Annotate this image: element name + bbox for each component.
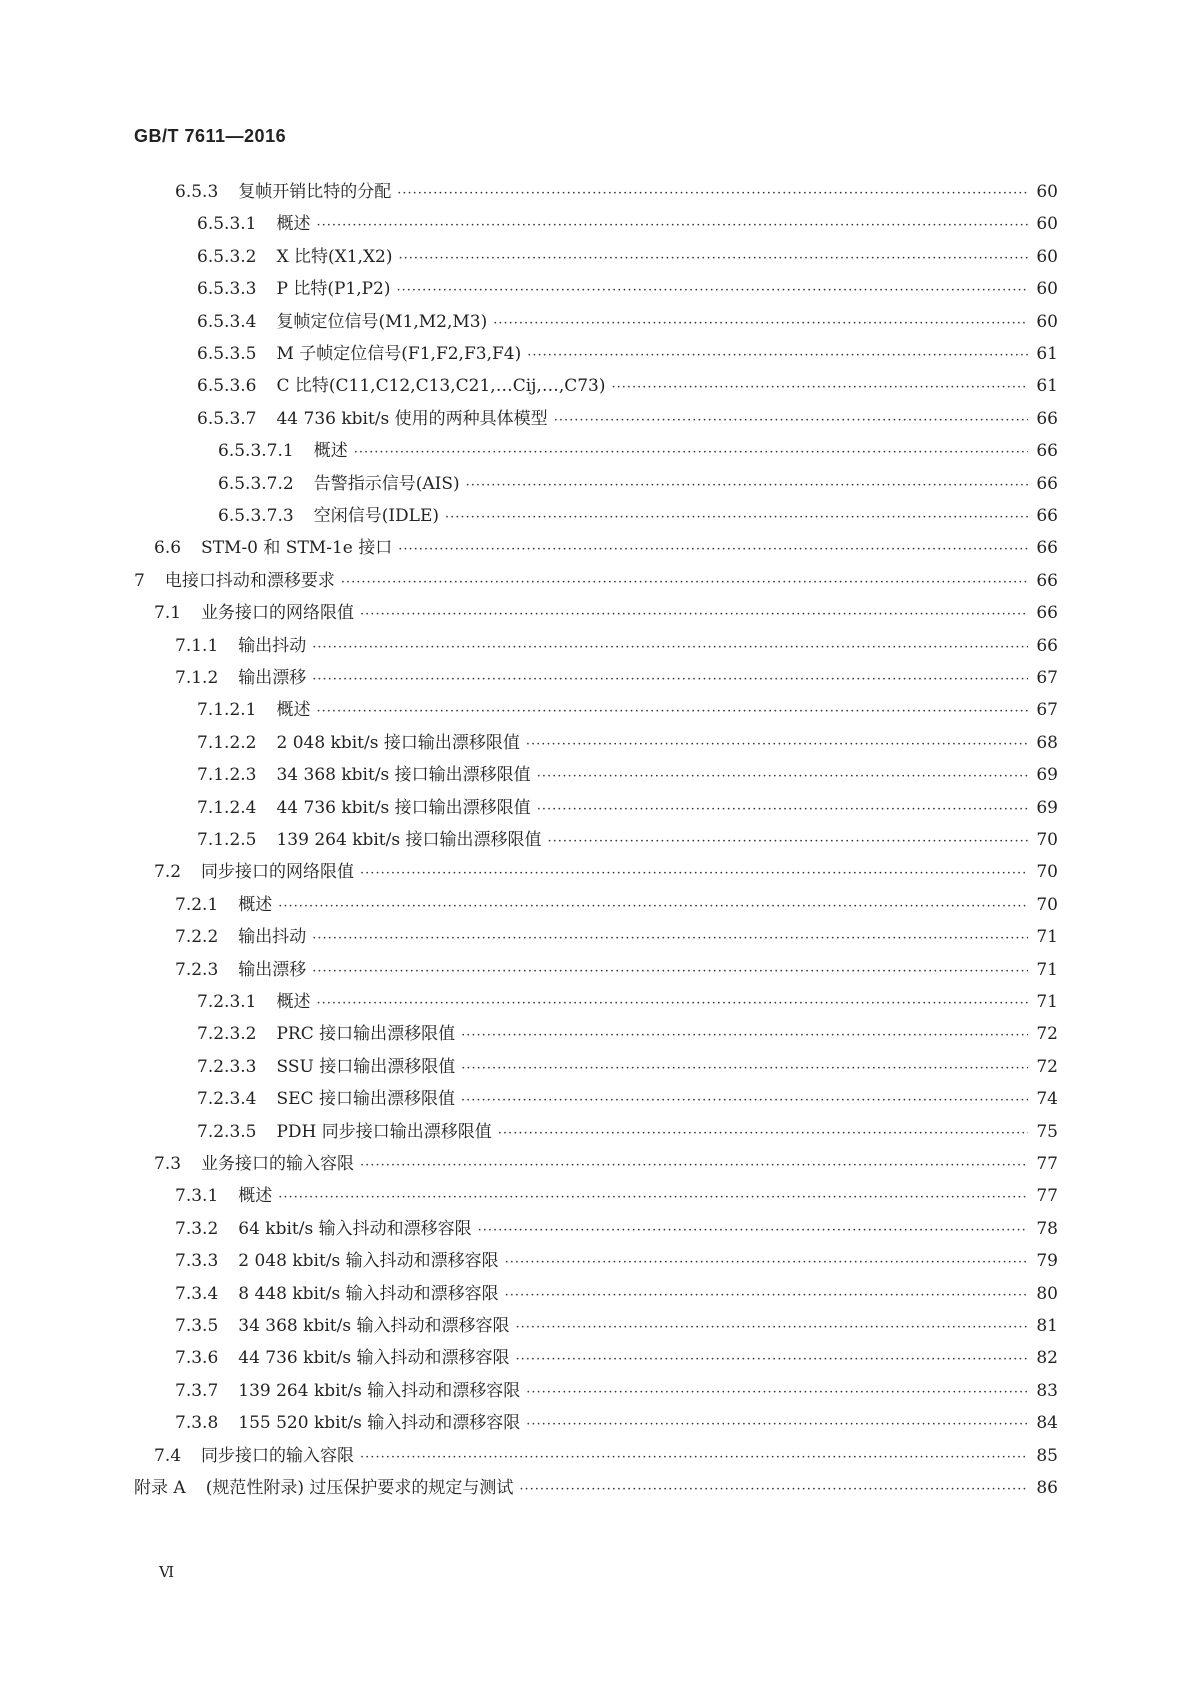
toc-leader-dots [360,1158,1028,1173]
toc-entry[interactable] [197,825,1058,851]
toc-entry-title: 输出抖动 [238,635,307,656]
toc-entry[interactable] [197,760,1058,786]
toc-entry-page: 71 [1036,992,1058,1012]
toc-leader-dots [397,186,1028,201]
toc-entry[interactable] [154,857,1058,883]
toc-entry-number: 6.5.3.6 [197,376,257,397]
toc-leader-dots [527,348,1028,363]
toc-entry[interactable] [154,1441,1058,1467]
toc-entry-title: 概述 [276,700,311,721]
toc-entry-page: 74 [1036,1089,1058,1110]
toc-leader-dots [526,1417,1028,1432]
toc-entry-page: 69 [1036,765,1058,786]
toc-entry-number: 7.3.3 [175,1251,219,1272]
toc-entry[interactable] [175,663,1058,689]
toc-leader-dots [445,510,1028,525]
toc-leader-dots [341,575,1028,590]
toc-entry-page: 75 [1036,1121,1058,1142]
toc-entry-page: 67 [1036,668,1058,688]
toc-entry-page: 83 [1036,1380,1058,1401]
toc-entry-number: 7.1.2.5 [197,830,257,850]
toc-leader-dots [515,1320,1028,1335]
toc-entry-page: 80 [1036,1283,1058,1304]
toc-entry[interactable] [175,1246,1058,1272]
toc-entry-title: 电接口抖动和漂移要求 [164,570,335,591]
toc-leader-dots [612,380,1029,395]
toc-leader-dots [526,1385,1028,1400]
toc-entry-page: 60 [1036,279,1058,300]
toc-leader-dots [360,1450,1028,1465]
toc-entry[interactable] [175,1279,1058,1305]
toc-leader-dots [537,769,1028,784]
toc-entry-number: 7.3.8 [175,1413,219,1434]
toc-entry-number: 7.4 [154,1445,182,1466]
toc-entry-title: 44 736 kbit/s 接口输出漂移限值 [276,797,531,818]
toc-entry-page: 66 [1036,473,1058,494]
toc-entry[interactable] [197,1084,1058,1110]
toc-entry-title: (规范性附录) 过压保护要求的规定与测试 [205,1478,514,1498]
toc-entry-number: 7.3.1 [175,1186,219,1207]
toc-entry-page: 67 [1036,700,1058,721]
toc-entry[interactable] [154,1149,1058,1175]
toc-entry-number: 7.2.3.5 [197,1121,257,1142]
toc-leader-dots [360,607,1028,622]
toc-leader-dots [398,542,1028,557]
toc-entry-number: 7.1.1 [175,635,219,656]
toc-entry-page: 61 [1036,376,1058,397]
toc-entry-number: 7.1.2.1 [197,700,257,721]
toc-leader-dots [526,737,1028,752]
toc-entry-number: 6.5.3.4 [197,311,257,332]
toc-entry-page: 72 [1036,1056,1058,1077]
toc-entry-number: 7.2.1 [175,894,219,915]
toc-leader-dots [537,802,1028,817]
toc-entry-title: 34 368 kbit/s 输入抖动和漂移容限 [238,1316,510,1336]
toc-entry-number: 附录 A [134,1478,186,1498]
toc-entry-number: 7.2 [154,862,182,883]
toc-entry-title: 告警指示信号(AIS) [313,473,460,494]
toc-entry[interactable] [175,922,1058,948]
toc-entry-page: 72 [1036,1024,1058,1045]
toc-entry[interactable] [197,1052,1058,1078]
toc-leader-dots [466,478,1028,493]
toc-leader-dots [505,1255,1028,1270]
toc-entry-title: 业务接口的网络限值 [201,603,355,624]
toc-leader-dots [461,1061,1028,1076]
toc-entry-title: 同步接口的输入容限 [201,1445,355,1466]
toc-entry-page: 60 [1036,182,1058,202]
toc-entry-title: 空闲信号(IDLE) [313,506,440,526]
toc-entry-page: 81 [1036,1316,1058,1336]
toc-leader-dots [312,672,1028,687]
toc-entry[interactable] [134,566,1058,592]
toc-leader-dots [312,964,1028,979]
toc-entry-number: 7.1 [154,603,182,624]
toc-entry[interactable] [175,1214,1058,1240]
toc-leader-dots [397,283,1028,298]
toc-entry-number: 7.2.3 [175,959,219,980]
toc-entry[interactable] [197,209,1058,235]
toc-entry-number: 7.1.2 [175,668,219,688]
toc-entry-number: 7.2.3.2 [197,1024,257,1045]
toc-entry-number: 7.1.2.4 [197,797,257,818]
toc-entry[interactable] [197,339,1058,365]
toc-entry-title: 概述 [313,441,348,462]
toc-entry-title: 输出漂移 [238,668,307,688]
toc-entry-title: C 比特(C11,C12,C13,C21,…Cij,…,C73) [276,376,606,397]
toc-leader-dots [461,1093,1028,1108]
toc-entry-page: 60 [1036,311,1058,332]
toc-entry-page: 85 [1036,1445,1058,1466]
toc-entry-page: 66 [1036,441,1058,462]
toc-entry-page: 78 [1036,1218,1058,1239]
toc-leader-dots [554,413,1028,428]
toc-entry-title: M 子帧定位信号(F1,F2,F3,F4) [276,344,522,364]
toc-entry-title: PDH 同步接口输出漂移限值 [276,1121,492,1142]
toc-leader-dots [478,1223,1028,1238]
toc-entry[interactable] [175,1408,1058,1434]
toc-entry[interactable] [197,793,1058,819]
toc-entry-title: 44 736 kbit/s 输入抖动和漂移容限 [238,1348,510,1369]
toc-entry-page: 66 [1036,570,1058,591]
toc-entry[interactable] [197,274,1058,300]
toc-entry-number: 7.3.5 [175,1316,219,1336]
toc-entry[interactable] [175,890,1058,916]
toc-entry-number: 6.5.3 [175,182,219,202]
toc-leader-dots [519,1482,1028,1497]
toc-entry-number: 6.5.3.2 [197,246,257,267]
toc-entry-title: 概述 [276,214,311,235]
toc-leader-dots [461,1028,1028,1043]
toc-entry[interactable] [154,598,1058,624]
toc-entry-number: 7.2.3.4 [197,1089,257,1110]
toc-entry[interactable] [197,307,1058,333]
toc-entry-title: 2 048 kbit/s 输入抖动和漂移容限 [238,1251,499,1272]
toc-entry[interactable] [175,1311,1058,1337]
toc-entry-title: 业务接口的输入容限 [201,1154,355,1174]
toc-entry[interactable] [197,728,1058,754]
toc-entry[interactable] [218,436,1058,462]
toc-entry-page: 71 [1036,927,1058,948]
document-id-header: GB/T 7611—2016 [134,126,287,146]
toc-entry-title: SEC 接口输出漂移限值 [276,1089,455,1110]
toc-entry-title: 64 kbit/s 输入抖动和漂移容限 [238,1218,472,1239]
toc-leader-dots [505,1288,1028,1303]
toc-leader-dots [316,704,1028,719]
toc-entry-page: 79 [1036,1251,1058,1272]
toc-entry-title: PRC 接口输出漂移限值 [276,1024,456,1045]
toc-entry-page: 86 [1036,1478,1058,1498]
toc-leader-dots [354,445,1028,460]
toc-entry-title: STM-0 和 STM-1e 接口 [201,538,393,559]
toc-entry-page: 70 [1036,862,1058,883]
toc-entry[interactable] [197,242,1058,268]
toc-entry[interactable] [175,955,1058,981]
toc-entry[interactable] [175,1343,1058,1369]
toc-entry-number: 6.5.3.7.3 [218,506,294,526]
toc-entry-page: 82 [1036,1348,1058,1369]
toc-entry-page: 66 [1036,506,1058,526]
toc-entry-number: 7.2.2 [175,927,219,948]
toc-leader-dots [312,640,1028,655]
toc-entry-number: 6.5.3.5 [197,344,257,364]
toc-entry-title: 输出抖动 [238,927,307,948]
toc-entry-number: 7.2.3.3 [197,1056,257,1077]
toc-entry-page: 60 [1036,246,1058,267]
toc-entry-number: 6.5.3.7.1 [218,441,294,462]
toc-entry-title: 同步接口的网络限值 [201,862,355,883]
toc-entry[interactable] [197,987,1058,1013]
toc-entry[interactable] [175,1376,1058,1402]
toc-entry-title: 34 368 kbit/s 接口输出漂移限值 [276,765,531,786]
toc-entry-title: 8 448 kbit/s 输入抖动和漂移容限 [238,1283,499,1304]
toc-leader-dots [498,1126,1028,1141]
toc-leader-dots [278,1190,1028,1205]
toc-entry-page: 66 [1036,635,1058,656]
toc-leader-dots [278,899,1028,914]
toc-entry-title: 输出漂移 [238,959,307,980]
toc-entry-number: 7.1.2.2 [197,732,257,753]
toc-entry[interactable] [197,1019,1058,1045]
toc-entry-title: SSU 接口输出漂移限值 [276,1056,456,1077]
toc-entry-title: 139 264 kbit/s 接口输出漂移限值 [276,830,542,850]
toc-leader-dots [548,834,1029,849]
toc-entry-number: 7.3.2 [175,1218,219,1239]
toc-leader-dots [312,931,1028,946]
toc-entry-page: 71 [1036,959,1058,980]
toc-entry-number: 7.3.7 [175,1380,219,1401]
toc-entry-number: 6.5.3.3 [197,279,257,300]
toc-entry-number: 6.5.3.7.2 [218,473,294,494]
page-number-footer: Ⅵ [159,1563,175,1581]
toc-entry-title: P 比特(P1,P2) [276,279,391,300]
toc-entry-title: 复帧定位信号(M1,M2,M3) [276,311,488,332]
toc-entry-number: 6.5.3.1 [197,214,257,235]
toc-entry-number: 6.5.3.7 [197,408,257,429]
toc-entry-page: 70 [1036,894,1058,915]
toc-entry-page: 66 [1036,538,1058,559]
toc-entry-title: X 比特(X1,X2) [276,246,393,267]
toc-leader-dots [399,251,1029,266]
toc-leader-dots [515,1352,1028,1367]
toc-entry-title: 155 520 kbit/s 输入抖动和漂移容限 [238,1413,521,1434]
toc-entry-number: 7.3.6 [175,1348,219,1369]
toc-entry-page: 84 [1036,1413,1058,1434]
toc-entry[interactable] [197,1117,1058,1143]
toc-entry-title: 44 736 kbit/s 使用的两种具体模型 [276,408,548,429]
toc-entry-title: 概述 [238,894,273,915]
toc-entry-number: 7.2.3.1 [197,992,257,1012]
toc-entry-title: 概述 [238,1186,273,1207]
toc-entry[interactable] [154,533,1058,559]
toc-entry-number: 7.3 [154,1154,182,1174]
toc-entry[interactable] [197,404,1058,430]
toc-entry-page: 66 [1036,603,1058,624]
toc-entry-page: 60 [1036,214,1058,235]
toc-leader-dots [493,316,1028,331]
toc-entry-title: 概述 [276,992,311,1012]
toc-entry-number: 7.3.4 [175,1283,219,1304]
toc-leader-dots [360,866,1028,881]
toc-entry[interactable] [175,177,1058,203]
toc-entry-title: 复帧开销比特的分配 [238,182,392,202]
toc-entry[interactable] [197,371,1058,397]
toc-entry-title: 139 264 kbit/s 输入抖动和漂移容限 [238,1380,521,1401]
toc-entry-number: 6.6 [154,538,182,559]
toc-leader-dots [316,218,1028,233]
toc-entry[interactable] [134,1473,1058,1499]
toc-entry[interactable] [197,695,1058,721]
toc-entry-page: 68 [1036,732,1058,753]
toc-entry-page: 66 [1036,408,1058,429]
toc-entry-number: 7 [134,570,145,591]
toc-entry[interactable] [218,501,1058,527]
toc-entry-page: 77 [1036,1154,1058,1174]
toc-leader-dots [316,996,1028,1011]
toc-entry-page: 77 [1036,1186,1058,1207]
toc-entry-page: 69 [1036,797,1058,818]
toc-entry-title: 2 048 kbit/s 接口输出漂移限值 [276,732,520,753]
toc-entry[interactable] [175,631,1058,657]
toc-entry[interactable] [175,1181,1058,1207]
toc-entry[interactable] [218,469,1058,495]
toc-entry-number: 7.1.2.3 [197,765,257,786]
toc-entry-page: 61 [1036,344,1058,364]
toc-entry-page: 70 [1036,830,1058,850]
